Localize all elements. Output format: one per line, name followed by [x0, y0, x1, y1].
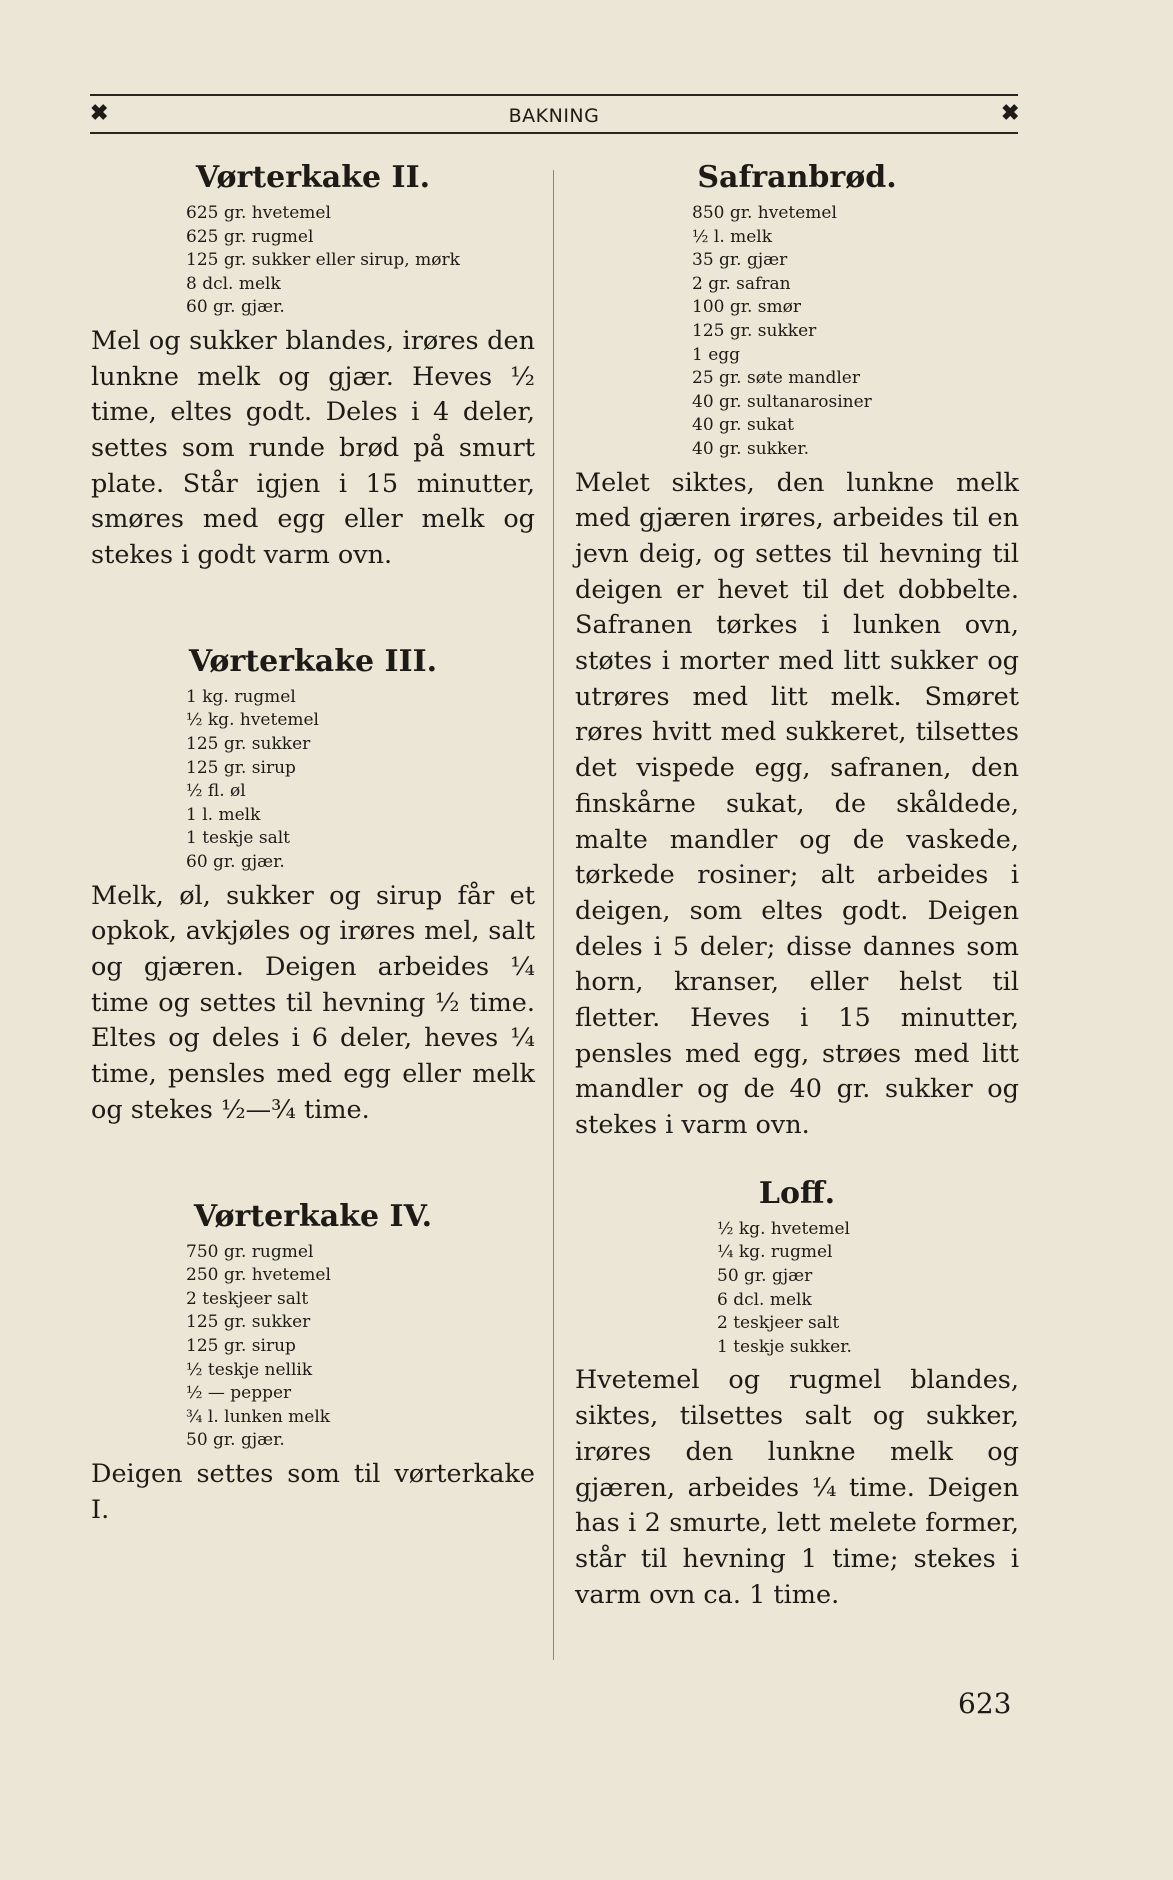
ingredient-item: 125 gr. sukker	[692, 320, 817, 341]
ingredient-item: ¼ kg. rugmel	[717, 1242, 833, 1263]
ingredient-item: 6 dcl. melk	[717, 1289, 812, 1310]
ingredient-list	[186, 202, 535, 320]
ingredient-item: ½ fl. øl	[186, 781, 246, 802]
ingredient-item: 850 gr. hvetemel	[692, 203, 837, 223]
ingredient-item: 1 egg	[692, 344, 741, 365]
recipe-title: Vørterkake III.	[188, 643, 438, 679]
recipe-method: Melk, øl, sukker og sirup får et opkok, avkjøles og irøres mel, salt og gjæren. Deigen arbeides ¼ time og settes til hevning ½ time. Eltes og deles i 6 deler, heves ¼ time, pensles med egg eller melk og stekes ½—¾ time.	[91, 880, 535, 1125]
ingredient-list	[692, 202, 1019, 462]
ingredient-item: 250 gr. hvetemel	[186, 1265, 331, 1286]
header-ornament-right-icon: ✖	[1001, 100, 1020, 126]
section-gap	[91, 574, 535, 632]
recipe-loff	[575, 1176, 1019, 1613]
ingredient-item: 60 gr. gjær.	[186, 297, 285, 318]
ingredient-item: 40 gr. sukker.	[692, 438, 809, 459]
ingredient-item: 100 gr. smør	[692, 297, 802, 318]
ingredient-item: 60 gr. gjær.	[186, 852, 285, 873]
ingredient-item: 125 gr. sirup	[186, 757, 296, 778]
page-number: 623	[958, 1687, 1012, 1720]
running-header-title: BAKNING	[508, 105, 600, 127]
ingredient-item: 8 dcl. melk	[186, 273, 281, 294]
ingredient-item: 125 gr. sirup	[186, 1335, 296, 1356]
recipe-vorterkake-3	[91, 644, 535, 1129]
header-rule-top	[90, 94, 1018, 96]
ingredient-item: 2 teskjeer salt	[186, 1288, 309, 1309]
ingredient-item: 50 gr. gjær	[717, 1266, 813, 1287]
section-gap	[575, 1144, 1019, 1164]
ingredient-item: ¾ l. lunken melk	[186, 1406, 331, 1427]
header-rule-bottom	[90, 132, 1018, 134]
ingredient-item: 50 gr. gjær.	[186, 1430, 285, 1451]
column-divider	[553, 170, 554, 1660]
ingredient-item: 1 teskje sukker.	[717, 1336, 852, 1357]
ingredient-item: 2 teskjeer salt	[717, 1313, 840, 1334]
ingredient-item: ½ kg. hvetemel	[717, 1218, 850, 1239]
ingredient-item: 1 l. melk	[186, 804, 261, 825]
ingredient-list	[717, 1218, 1019, 1360]
recipe-method: Mel og sukker blandes, irøres den lunkne melk og gjær. Heves ½ time, eltes godt. Deles i 4 deler, settes som runde brød på smurt plate. Står igjen i 15 minutter, smøres med egg eller melk og stekes i godt varm ovn.	[91, 325, 535, 571]
ingredient-item: ½ teskje nellik	[186, 1359, 313, 1380]
recipe-title: Vørterkake II.	[195, 160, 431, 195]
header-ornament-left-icon: ✖	[90, 100, 109, 126]
ingredient-item: 125 gr. sukker eller sirup, mørk	[186, 250, 460, 271]
recipe-title: Safranbrød.	[697, 160, 897, 195]
ingredient-item: 125 gr. sukker	[186, 734, 311, 755]
left-column	[91, 148, 535, 1528]
right-column	[575, 148, 1019, 1613]
recipe-title: Loff.	[758, 1175, 836, 1211]
recipe-safranbrod	[575, 160, 1019, 1144]
ingredient-item: 40 gr. sukat	[692, 415, 794, 436]
ingredient-list	[186, 686, 535, 875]
recipe-vorterkake-2	[91, 160, 535, 574]
section-gap	[91, 1129, 535, 1187]
recipe-title: Vørterkake IV.	[193, 1198, 433, 1234]
ingredient-item: ½ kg. hvetemel	[186, 710, 319, 731]
ingredient-item: 40 gr. sultanarosiner	[692, 391, 872, 412]
ingredient-item: ½ — pepper	[186, 1383, 292, 1404]
ingredient-item: 625 gr. rugmel	[186, 226, 314, 247]
ingredient-item: 625 gr. hvetemel	[186, 203, 331, 223]
recipe-vorterkake-4	[91, 1199, 535, 1529]
ingredient-item: 25 gr. søte mandler	[692, 368, 860, 389]
ingredient-item: 2 gr. safran	[692, 273, 791, 294]
ingredient-item: 1 teskje salt	[186, 828, 291, 849]
recipe-method: Hvetemel og rugmel blandes, siktes, tilsettes salt og sukker, irøres den lunkne melk og gjæren, arbeides ¼ time. Deigen has i 2 smurte, lett melete former, står til hevning 1 time; stekes i varm ovn ca. 1 time.	[575, 1365, 1019, 1610]
ingredient-item: 125 gr. sukker	[186, 1312, 311, 1333]
ingredient-item: 1 kg. rugmel	[186, 686, 296, 707]
recipe-method: Melet siktes, den lunkne melk med gjæren irøres, arbeides til en jevn deig, og settes til hevning til deigen er hevet til det dobbelte. Safranen tørkes i lunken ovn, støtes i morter med litt sukker og utrøres med litt melk. Smøret røres hvitt med sukkeret, tilsettes det vispede egg, safranen, den finskårne sukat, de skåldede, malte mandler og de vaskede, tørkede rosiner; alt arbeides i deigen, som eltes godt. Deigen deles i 5 deler; disse dannes som horn, kranser, eller helst til fletter. Heves i 15 minutter, pensles med egg, strøes med litt mandler og de 40 gr. sukker og stekes i varm ovn.	[575, 467, 1019, 1141]
ingredient-item: 35 gr. gjær	[692, 250, 788, 271]
ingredient-list	[186, 1241, 535, 1453]
recipe-method: Deigen settes som til vørterkake I.	[91, 1458, 535, 1525]
ingredient-item: ½ l. melk	[692, 226, 773, 247]
ingredient-item: 750 gr. rugmel	[186, 1241, 314, 1262]
